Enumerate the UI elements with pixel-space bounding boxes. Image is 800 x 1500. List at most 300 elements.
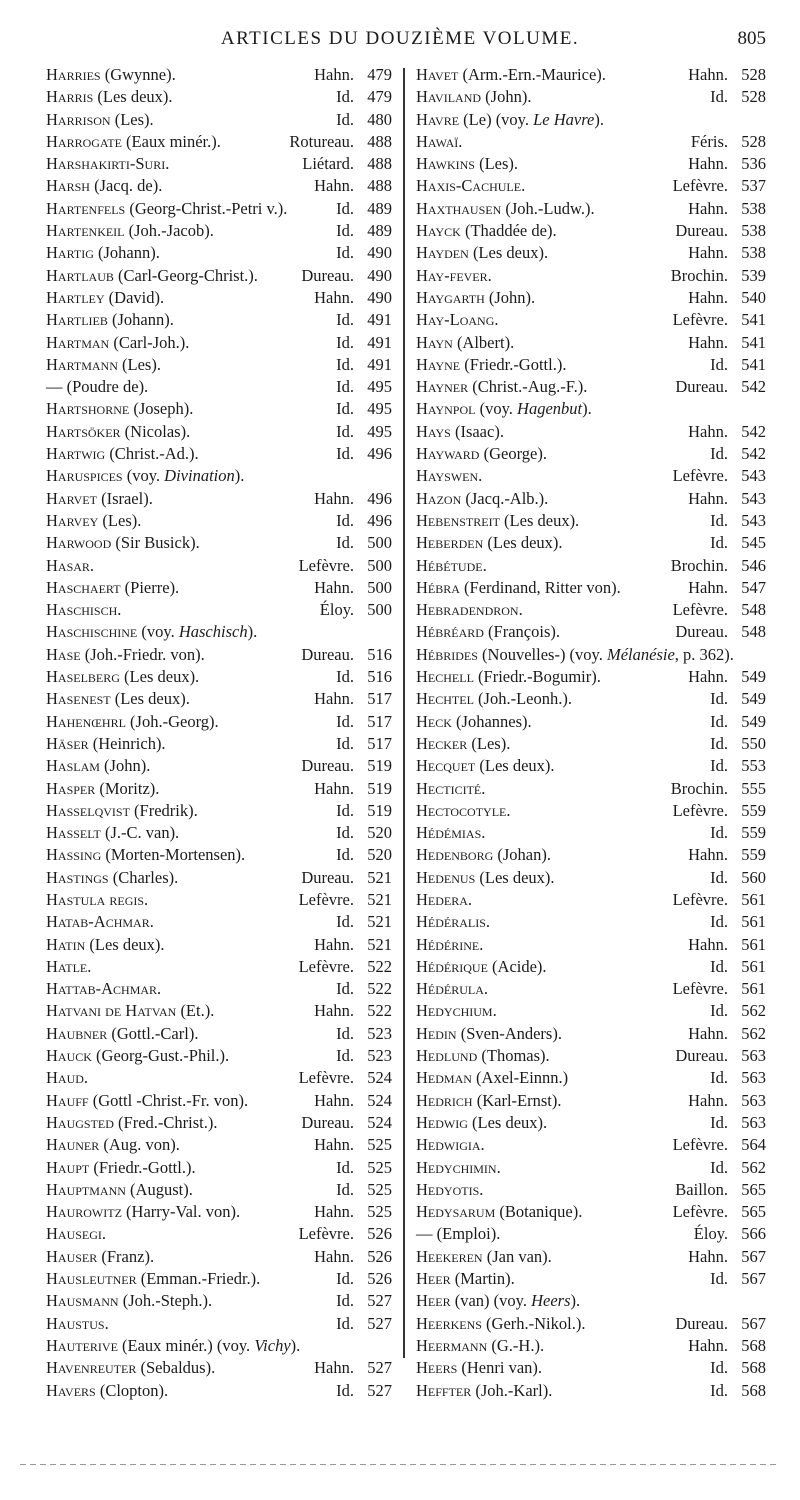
entry-headword: Hasper <box>46 778 96 798</box>
entry-author: Dureau. <box>675 622 728 642</box>
entry-headword: Hausleutner <box>46 1269 137 1289</box>
entry-author: Baillon. <box>675 1179 728 1199</box>
entry-page: 489 <box>367 198 392 218</box>
entry-title <box>416 287 535 309</box>
entry-cross-reference: Hagenbut <box>517 399 583 419</box>
index-entry <box>416 755 766 777</box>
entry-headword: Havers <box>46 1380 96 1400</box>
entry-author: Id. <box>710 912 728 932</box>
entry-title <box>416 889 472 911</box>
entry-headword: Häser <box>46 733 89 753</box>
entry-qualifier: (Albert). <box>452 332 515 352</box>
entry-page: 496 <box>367 488 392 508</box>
entry-headword: Hecquet <box>416 756 476 776</box>
entry-page: 527 <box>367 1358 392 1378</box>
entry-headword: Hatab-Achmar. <box>46 912 154 932</box>
index-entry <box>46 242 392 264</box>
running-title: ARTICLES DU DOUZIÈME VOLUME. <box>220 28 580 49</box>
entry-page: 562 <box>741 1001 766 1021</box>
entry-author: Id. <box>336 1313 354 1333</box>
entry-qualifier: (Georg-Gust.-Phil.). <box>91 1046 230 1066</box>
entry-title <box>46 889 148 911</box>
entry-author: Lefèvre. <box>672 310 728 330</box>
entry-qualifier: (Les). <box>474 154 519 174</box>
entry-title <box>46 488 153 510</box>
entry-title <box>416 64 606 86</box>
entry-headword: Haviland <box>416 87 482 107</box>
entry-author: Id. <box>336 1380 354 1400</box>
entry-author: Id. <box>336 711 354 731</box>
entry-headword: Hartlaub <box>46 265 114 285</box>
index-entry <box>416 1045 766 1067</box>
entry-page: 491 <box>367 310 392 330</box>
entry-author: Id. <box>336 1291 354 1311</box>
entry-headword: Hedenborg <box>416 845 494 865</box>
entry-qualifier: (Aug. von). <box>99 1135 180 1155</box>
entry-qualifier-tail: ). <box>570 1291 581 1311</box>
index-entry <box>46 1246 392 1268</box>
entry-author: Id. <box>710 823 728 843</box>
index-entry <box>46 1000 392 1022</box>
entry-title <box>46 198 287 220</box>
entry-author: Hahn. <box>314 1358 354 1378</box>
entry-headword: Hechell <box>416 667 474 687</box>
entry-author: Id. <box>710 1269 728 1289</box>
entry-qualifier: (Karl-Ernst). <box>472 1090 562 1110</box>
entry-author: Id. <box>336 221 354 241</box>
entry-headword: Heer <box>416 1269 451 1289</box>
entry-title <box>416 1067 568 1089</box>
index-entry <box>416 956 766 978</box>
entry-headword: Hedman <box>416 1068 472 1088</box>
index-entry <box>416 1313 766 1335</box>
entry-title <box>416 376 587 398</box>
entry-page: 550 <box>741 733 766 753</box>
entry-page: 521 <box>367 912 392 932</box>
entry-headword: Hédérine. <box>416 934 484 954</box>
entry-page: 516 <box>367 644 392 664</box>
entry-page: 524 <box>367 1112 392 1132</box>
entry-headword: Hartman <box>46 332 110 352</box>
entry-title <box>46 800 198 822</box>
entry-headword: Hédémias. <box>416 823 486 843</box>
index-entry <box>416 800 766 822</box>
entry-headword: Heck <box>416 711 452 731</box>
index-entry <box>416 64 766 86</box>
index-entry <box>416 488 766 510</box>
entry-qualifier: (Charles). <box>108 867 179 887</box>
entry-page: 541 <box>741 354 766 374</box>
index-entry <box>416 733 766 755</box>
entry-title <box>416 488 548 510</box>
entry-page: 523 <box>367 1023 392 1043</box>
entry-title <box>416 911 490 933</box>
index-entry <box>46 978 392 1000</box>
entry-page: 490 <box>367 265 392 285</box>
entry-author: Id. <box>336 444 354 464</box>
entry-qualifier: (Les). <box>117 354 161 374</box>
entry-title <box>46 332 189 354</box>
entry-page: 561 <box>741 979 766 999</box>
entry-title <box>416 532 563 554</box>
entry-author: Hahn. <box>688 154 728 174</box>
entry-page: 536 <box>741 154 766 174</box>
entry-title <box>416 1134 485 1156</box>
entry-author: Hahn. <box>688 243 728 263</box>
entry-author: Id. <box>336 979 354 999</box>
entry-qualifier: (George). <box>479 444 547 464</box>
entry-author: Féris. <box>690 131 728 151</box>
entry-title <box>416 644 734 666</box>
entry-title <box>416 621 560 643</box>
entry-qualifier: (Gwynne). <box>100 65 176 84</box>
entry-author: Hahn. <box>314 1246 354 1266</box>
entry-author: Id. <box>336 310 354 330</box>
entry-headword: Haynpol <box>416 399 476 419</box>
index-entry <box>416 778 766 800</box>
entry-headword: Hébra <box>416 577 460 597</box>
entry-author: Hahn. <box>314 176 354 196</box>
entry-page: 542 <box>741 444 766 464</box>
entry-author: Dureau. <box>301 756 354 776</box>
entry-page: 496 <box>367 444 392 464</box>
entry-author: Id. <box>710 510 728 530</box>
index-entry <box>46 1090 392 1112</box>
entry-page: 495 <box>367 421 392 441</box>
entry-author: Hahn. <box>688 421 728 441</box>
index-entry <box>46 1023 392 1045</box>
entry-headword: Hauff <box>46 1090 89 1110</box>
entry-headword: Heers <box>416 1358 458 1378</box>
index-entry <box>46 956 392 978</box>
entry-title <box>46 175 162 197</box>
entry-author: Id. <box>336 377 354 397</box>
entry-headword: Hayner <box>416 377 469 397</box>
entry-author: Hahn. <box>688 845 728 865</box>
entry-qualifier-tail: , p. 362). <box>674 644 734 664</box>
entry-page: 537 <box>741 176 766 196</box>
entry-title <box>416 109 604 131</box>
entry-title <box>46 242 160 264</box>
entry-page: 517 <box>367 733 392 753</box>
entry-qualifier: (August). <box>125 1179 193 1199</box>
entry-qualifier: (Les deux). <box>119 667 200 687</box>
index-entry <box>416 889 766 911</box>
entry-title <box>46 956 91 978</box>
entry-author: Lefèvre. <box>672 176 728 196</box>
entry-qualifier: (Les deux). <box>110 689 190 709</box>
entry-headword: Hebradendron. <box>416 600 523 620</box>
entry-author: Dureau. <box>675 221 728 241</box>
entry-author: Hahn. <box>688 65 728 84</box>
entry-headword: Hatle. <box>46 956 92 976</box>
index-column-right <box>416 64 766 1402</box>
entry-qualifier: (Carl-Joh.). <box>109 332 190 352</box>
entry-author: Éloy. <box>319 600 354 620</box>
entry-headword: Hatvani de Hatvan <box>46 1001 177 1021</box>
entry-qualifier: (Johannes). <box>451 711 532 731</box>
index-entry <box>416 131 766 153</box>
index-entry <box>46 198 392 220</box>
entry-page: 563 <box>741 1068 766 1088</box>
entry-author: Lefèvre. <box>672 1135 728 1155</box>
entry-qualifier: (Gerh.-Nikol.). <box>481 1313 586 1333</box>
index-entry <box>416 1134 766 1156</box>
entry-page: 500 <box>367 577 392 597</box>
entry-page: 524 <box>367 1090 392 1110</box>
index-entry <box>416 1335 766 1357</box>
entry-headword: Hedera. <box>416 889 473 909</box>
entry-qualifier: (Sebaldus). <box>136 1358 216 1378</box>
entry-headword: Hébrides <box>416 644 478 664</box>
entry-headword: Haugsted <box>46 1112 114 1132</box>
entry-qualifier: (Friedr.-Gottl.). <box>460 354 567 374</box>
entry-qualifier: (Arm.-Ern.-Maurice). <box>458 65 606 84</box>
entry-page: 565 <box>741 1179 766 1199</box>
entry-page: 519 <box>367 800 392 820</box>
entry-title <box>416 688 572 710</box>
entry-headword: Hausegi. <box>46 1224 107 1244</box>
entry-author: Id. <box>336 510 354 530</box>
entry-author: Id. <box>710 533 728 553</box>
entry-page: 538 <box>741 198 766 218</box>
entry-qualifier: (Emman.-Friedr.). <box>136 1269 261 1289</box>
entry-author: Id. <box>710 1001 728 1021</box>
entry-page: 528 <box>741 65 766 84</box>
entry-title <box>416 1380 552 1402</box>
entry-page: 490 <box>367 287 392 307</box>
entry-headword: Harwood <box>46 533 112 553</box>
index-entry <box>46 465 392 487</box>
entry-title <box>46 287 164 309</box>
entry-headword: Havre <box>416 109 460 129</box>
entry-headword: Hausmann <box>46 1291 119 1311</box>
entry-headword: Hedenus <box>416 867 476 887</box>
entry-title <box>46 153 169 175</box>
entry-page: 562 <box>741 1157 766 1177</box>
entry-title <box>416 755 555 777</box>
entry-author: Id. <box>336 198 354 218</box>
entry-headword: Haurowitz <box>46 1202 122 1222</box>
index-entry <box>46 844 392 866</box>
entry-author: Id. <box>710 354 728 374</box>
index-entry <box>416 1023 766 1045</box>
entry-title <box>46 86 173 108</box>
entry-title <box>46 577 179 599</box>
entry-qualifier: (Moritz). <box>95 778 160 798</box>
index-entry <box>416 1090 766 1112</box>
entry-author: Lefèvre. <box>298 555 354 575</box>
entry-author: Dureau. <box>301 1112 354 1132</box>
entry-qualifier: (Joh.-Jacob). <box>124 221 214 241</box>
entry-page: 543 <box>741 466 766 486</box>
entry-qualifier: (Gottl.-Carl). <box>107 1023 199 1043</box>
entry-title <box>416 867 555 889</box>
entry-page: 500 <box>367 555 392 575</box>
entry-title <box>46 220 214 242</box>
entry-page: 517 <box>367 689 392 709</box>
entry-page: 521 <box>367 934 392 954</box>
entry-qualifier: (Joh.-Karl). <box>471 1380 553 1400</box>
entry-headword: Hartwig <box>46 444 106 464</box>
entry-title <box>416 1157 501 1179</box>
entry-page: 488 <box>367 176 392 196</box>
index-entry <box>416 844 766 866</box>
entry-headword: Hahenœhrl <box>46 711 126 731</box>
index-entry <box>46 1290 392 1312</box>
entry-headword: Hartley <box>46 287 105 307</box>
entry-headword: Havenreuter <box>46 1358 137 1378</box>
index-entry <box>46 443 392 465</box>
entry-headword: Harvey <box>46 510 99 530</box>
entry-qualifier-tail: ). <box>594 109 604 129</box>
entry-page: 543 <box>741 488 766 508</box>
entry-headword: Harsh <box>46 176 90 196</box>
entry-headword: Hayswen. <box>416 466 483 486</box>
index-entry <box>46 1134 392 1156</box>
entry-page: 496 <box>367 510 392 530</box>
entry-qualifier: (Ferdinand, Ritter von). <box>459 577 621 597</box>
entry-headword: Hattab-Achmar. <box>46 979 162 999</box>
index-entry <box>416 465 766 487</box>
entry-title <box>416 1335 544 1357</box>
entry-page: 559 <box>741 845 766 865</box>
entry-page: 562 <box>741 1023 766 1043</box>
entry-headword: Harshakirti-Suri. <box>46 154 170 174</box>
entry-author: Id. <box>336 1023 354 1043</box>
entry-page: 548 <box>741 622 766 642</box>
entry-qualifier: (Joh.-Ludw.). <box>501 198 595 218</box>
entry-author: Liétard. <box>302 154 354 174</box>
entry-title <box>416 956 547 978</box>
entry-title <box>46 555 94 577</box>
entry-page: 549 <box>741 711 766 731</box>
entry-headword: Hedwigia. <box>416 1135 485 1155</box>
entry-headword: Haruspices <box>46 466 123 486</box>
entry-title <box>46 309 174 331</box>
entry-headword: Harrogate <box>46 131 122 151</box>
entry-qualifier: (Gottl -Christ.-Fr. von). <box>88 1090 249 1110</box>
entry-title <box>416 1023 562 1045</box>
entry-headword: Harris <box>46 87 94 107</box>
entry-author: Id. <box>336 823 354 843</box>
entry-qualifier: (Israel). <box>96 488 153 508</box>
entry-author: Id. <box>710 1112 728 1132</box>
index-entry <box>46 1112 392 1134</box>
index-entry <box>416 1290 766 1312</box>
entry-qualifier: (Les deux). <box>475 867 555 887</box>
entry-page: 565 <box>741 1202 766 1222</box>
index-entry <box>416 153 766 175</box>
index-entry <box>416 220 766 242</box>
entry-title <box>416 153 518 175</box>
entry-page: 479 <box>367 65 392 84</box>
index-entry <box>416 1357 766 1379</box>
index-entry <box>416 1246 766 1268</box>
entry-author: Id. <box>710 87 728 107</box>
entry-author: Hahn. <box>314 934 354 954</box>
entry-title <box>416 131 462 153</box>
entry-title <box>46 532 200 554</box>
entry-title <box>46 1045 229 1067</box>
entry-title <box>46 599 121 621</box>
entry-author: Hahn. <box>314 1202 354 1222</box>
entry-page: 548 <box>741 600 766 620</box>
entry-author: Id. <box>710 689 728 709</box>
entry-qualifier: (Nicolas). <box>120 421 191 441</box>
entry-headword: Haschaert <box>46 577 121 597</box>
entry-page: 561 <box>741 956 766 976</box>
entry-headword: Hartlieb <box>46 310 108 330</box>
entry-qualifier: (Martin). <box>450 1269 515 1289</box>
entry-title <box>46 1246 154 1268</box>
entry-author: Id. <box>710 756 728 776</box>
entry-page: 568 <box>741 1380 766 1400</box>
index-entry <box>416 1268 766 1290</box>
entry-qualifier: (voy. <box>137 622 179 642</box>
entry-headword: Hedwig <box>416 1112 468 1132</box>
entry-headword: Hauser <box>46 1246 98 1266</box>
entry-author: Lefèvre. <box>672 1202 728 1222</box>
index-entry <box>46 1335 392 1357</box>
entry-author: Lefèvre. <box>298 1068 354 1088</box>
entry-author: Hahn. <box>688 1246 728 1266</box>
entry-page: 541 <box>741 310 766 330</box>
entry-title <box>46 911 154 933</box>
entry-page: 526 <box>367 1224 392 1244</box>
entry-page: 523 <box>367 1046 392 1066</box>
entry-author: Lefèvre. <box>672 600 728 620</box>
entry-author: Dureau. <box>675 1313 728 1333</box>
entry-qualifier: (Heinrich). <box>88 733 166 753</box>
entry-author: Éloy. <box>693 1224 728 1244</box>
entry-headword: Hecticité. <box>416 778 486 798</box>
entry-qualifier: (Eaux minér.). <box>121 131 221 151</box>
entry-page: 525 <box>367 1202 392 1222</box>
index-entry <box>416 175 766 197</box>
entry-title <box>46 1335 300 1357</box>
index-entry <box>416 1380 766 1402</box>
entry-author: Brochin. <box>670 265 728 285</box>
entry-headword: Hartshorne <box>46 399 130 419</box>
index-entry <box>46 1067 392 1089</box>
index-entry <box>416 1112 766 1134</box>
entry-title <box>46 1268 260 1290</box>
entry-page: 568 <box>741 1335 766 1355</box>
entry-qualifier: (Les). <box>110 109 154 129</box>
entry-title <box>416 1268 515 1290</box>
entry-qualifier: (François). <box>483 622 560 642</box>
entry-author: Id. <box>336 1046 354 1066</box>
index-entry <box>46 1201 392 1223</box>
entry-author: Dureau. <box>301 867 354 887</box>
entry-qualifier: (David). <box>104 287 165 307</box>
entry-headword: Hectocotyle. <box>416 800 511 820</box>
index-entry <box>46 1313 392 1335</box>
entry-author: Hahn. <box>314 1001 354 1021</box>
index-entry <box>416 332 766 354</box>
index-entry <box>46 109 392 131</box>
entry-title <box>416 398 592 420</box>
entry-title <box>46 1201 240 1223</box>
entry-qualifier: (Les deux). <box>475 756 555 776</box>
entry-page: 527 <box>367 1291 392 1311</box>
entry-page: 540 <box>741 287 766 307</box>
index-entry <box>46 86 392 108</box>
entry-qualifier-tail: ). <box>290 1335 301 1355</box>
entry-author: Dureau. <box>675 377 728 397</box>
entry-qualifier: (Georg-Christ.-Petri v.). <box>125 198 288 218</box>
